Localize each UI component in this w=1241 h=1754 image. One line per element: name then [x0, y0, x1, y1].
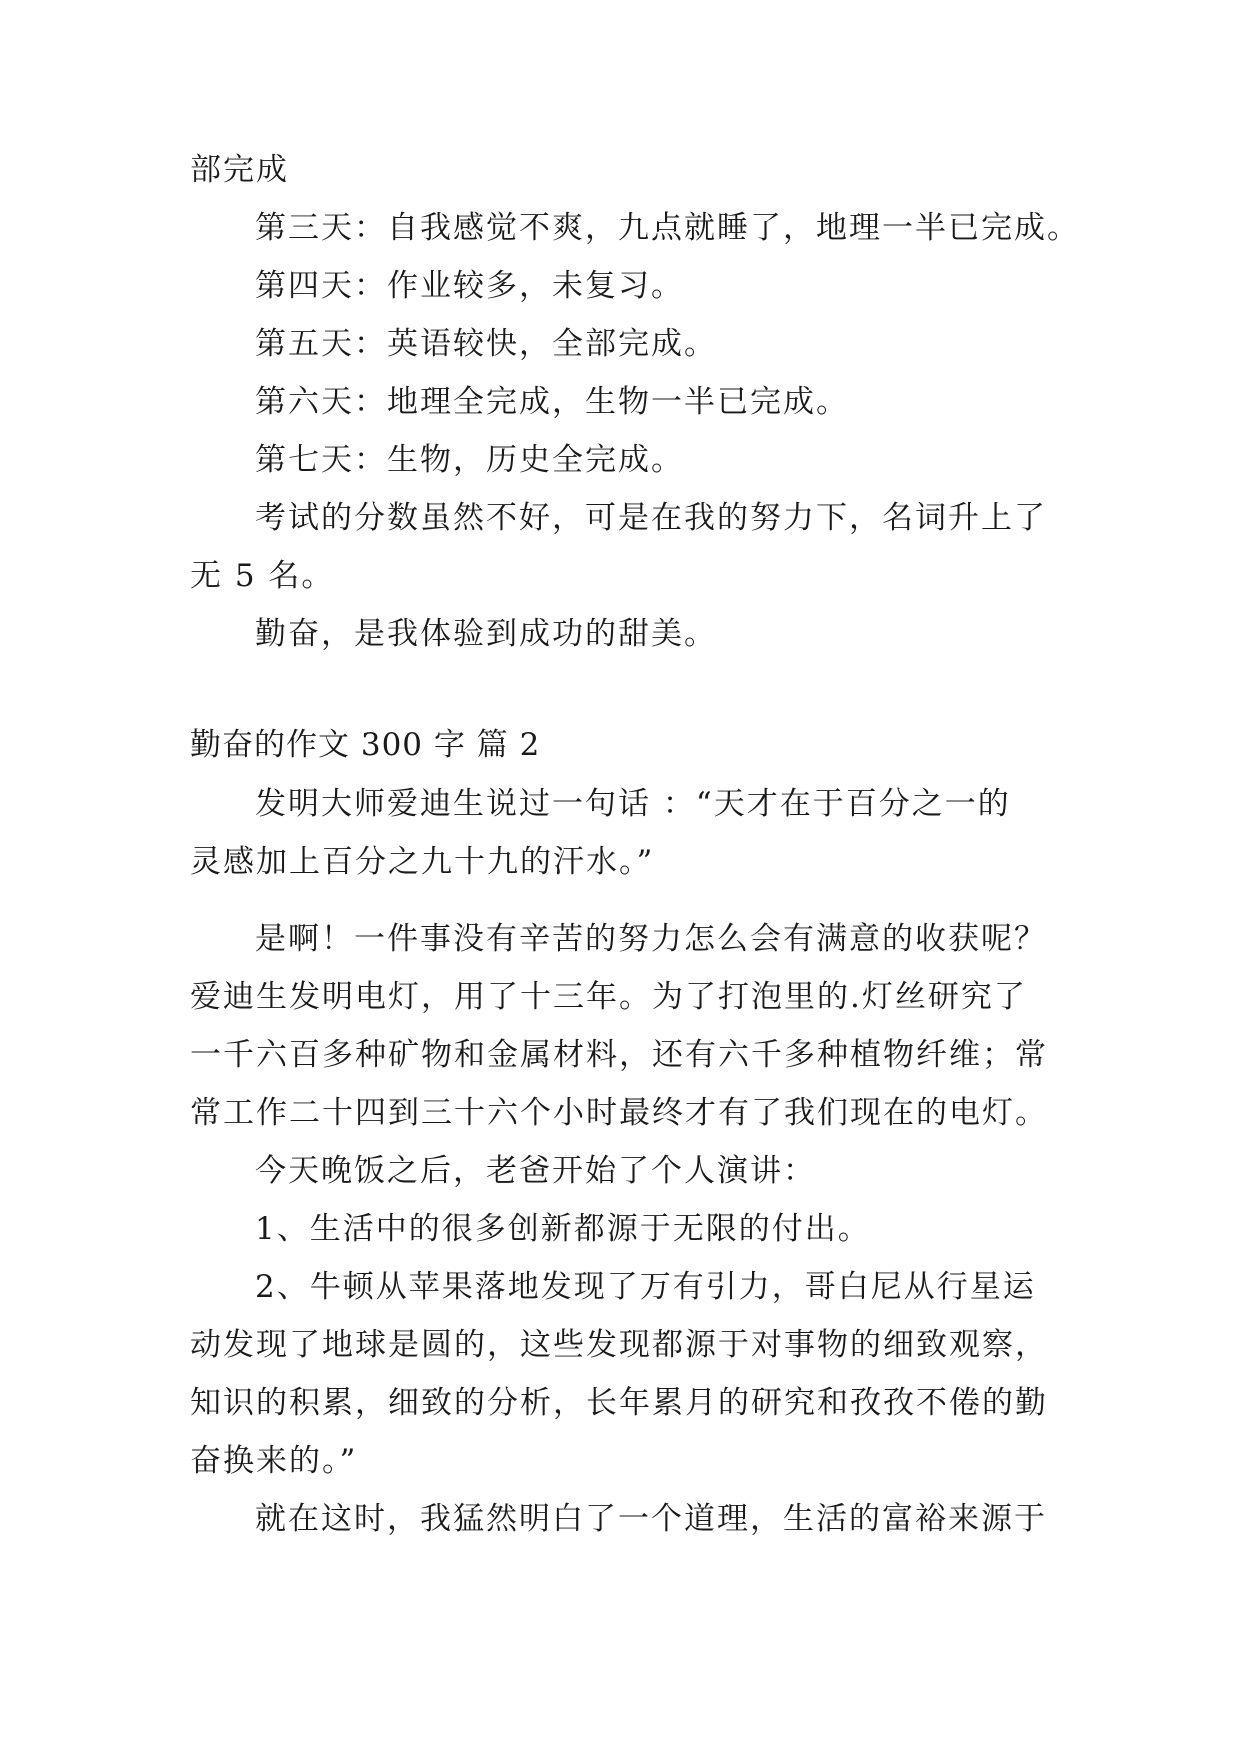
text-line: 奋换来的。” — [190, 1443, 358, 1479]
text-line: 就在这时，我猛然明白了一个道理，生活的富裕来源于 — [255, 1501, 1047, 1537]
text-line: 第六天：地理全完成，生物一半已完成。 — [255, 384, 849, 420]
text-line: 今天晚饭之后，老爸开始了个人演讲： — [255, 1153, 816, 1189]
text-line: 部完成 — [190, 152, 289, 188]
text-line: 是啊！一件事没有辛苦的努力怎么会有满意的收获呢？ — [255, 921, 1047, 957]
text-line: 无 5 名。 — [190, 558, 335, 594]
section-heading: 勤奋的作文 300 字 篇 2 — [190, 727, 541, 763]
text-line: 2、牛顿从苹果落地发现了万有引力，哥白尼从行星运 — [255, 1269, 1036, 1305]
text-line: 动发现了地球是圆的，这些发现都源于对事物的细致观察， — [190, 1327, 1048, 1363]
text-line: 考试的分数虽然不好，可是在我的努力下，名词升上了 — [255, 500, 1047, 536]
text-line: 知识的积累，细致的分析，长年累月的研究和孜孜不倦的勤 — [190, 1385, 1048, 1421]
text-line: 爱迪生发明电灯，用了十三年。为了打泡里的.灯丝研究了 — [190, 979, 1027, 1015]
text-line: 第四天：作业较多，未复习。 — [255, 268, 684, 304]
text-line: 一千六百多种矿物和金属材料，还有六千多种植物纤维；常 — [190, 1037, 1048, 1073]
text-line: 第三天：自我感觉不爽，九点就睡了，地理一半已完成。 — [255, 210, 1080, 246]
text-line: 第五天：英语较快，全部完成。 — [255, 326, 717, 362]
text-line: 常工作二十四到三十六个小时最终才有了我们现在的电灯。 — [190, 1095, 1048, 1131]
text-line: 发明大师爱迪生说过一句话 ：“天才在于百分之一的 — [255, 786, 1011, 822]
text-line: 第七天：生物，历史全完成。 — [255, 442, 684, 478]
text-line: 灵感加上百分之九十九的汗水。” — [190, 844, 655, 880]
text-line: 勤奋，是我体验到成功的甜美。 — [255, 616, 717, 652]
text-line: 1、生活中的很多创新都源于无限的付出。 — [255, 1211, 871, 1247]
